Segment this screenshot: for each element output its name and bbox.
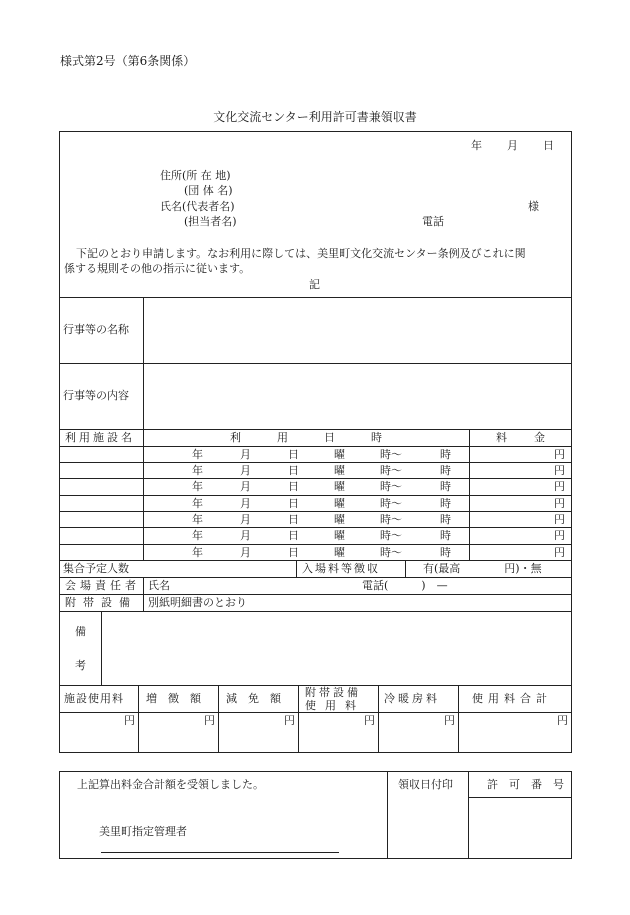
fee-header-facility: 施設使用料 bbox=[64, 692, 124, 705]
person-label: (担当者名) bbox=[184, 215, 237, 228]
receipt-text: 上記算出料金合計額を受領しました。 bbox=[77, 778, 264, 791]
row-time-from: 時〜 bbox=[380, 546, 402, 559]
row-day: 日 bbox=[288, 529, 299, 542]
permit-number-label: 許 可 番 号 bbox=[487, 778, 564, 791]
attendance-label: 集合予定人数 bbox=[63, 562, 129, 575]
date-day: 日 bbox=[543, 139, 554, 152]
row-time-to: 時 bbox=[440, 480, 451, 493]
facility-header: 利用施設名 bbox=[65, 431, 135, 444]
row-time-from: 時〜 bbox=[380, 448, 402, 461]
row-month: 月 bbox=[240, 513, 251, 526]
row-time-to: 時 bbox=[440, 448, 451, 461]
date-month: 月 bbox=[507, 139, 518, 152]
name-label: 氏名(代表者名) bbox=[160, 200, 235, 213]
row-time-to: 時 bbox=[440, 464, 451, 477]
row-year: 年 bbox=[192, 513, 203, 526]
manager-phone-label: 電話( ) — bbox=[362, 579, 448, 592]
row-weekday: 曜 bbox=[334, 546, 345, 559]
row-day: 日 bbox=[288, 464, 299, 477]
row-yen: 円 bbox=[554, 448, 565, 461]
manager-name-label: 氏名 bbox=[148, 579, 170, 592]
datetime-header-3: 日 bbox=[324, 431, 335, 444]
receipt-stamp-label: 領収日付印 bbox=[398, 778, 453, 791]
row-time-to: 時 bbox=[440, 529, 451, 542]
remarks-label-1: 備 bbox=[75, 625, 86, 638]
equipment-value: 別紙明細書のとおり bbox=[148, 596, 247, 609]
fee-header-2: 金 bbox=[534, 431, 545, 444]
fee-yen-total: 円 bbox=[557, 714, 568, 727]
row-yen: 円 bbox=[554, 497, 565, 510]
remarks-label-2: 考 bbox=[75, 659, 86, 672]
fee-yen-aircon: 円 bbox=[444, 714, 455, 727]
fee-yen-equipment: 円 bbox=[364, 714, 375, 727]
fee-header-equipment-1: 附帯設備 bbox=[305, 686, 361, 699]
fee-header-aircon: 冷暖房料 bbox=[384, 692, 440, 705]
row-time-to: 時 bbox=[440, 546, 451, 559]
form-label: 様式第2号（第6条関係） bbox=[60, 54, 196, 68]
row-weekday: 曜 bbox=[334, 448, 345, 461]
row-day: 日 bbox=[288, 480, 299, 493]
row-day: 日 bbox=[288, 448, 299, 461]
row-weekday: 曜 bbox=[334, 513, 345, 526]
manager-label: 会場責任者 bbox=[65, 579, 140, 592]
statement-line2: 係する規則その他の指示に従います。 bbox=[64, 262, 251, 275]
address-label: 住所(所 在 地) bbox=[160, 169, 231, 182]
fee-header-1: 料 bbox=[496, 431, 507, 444]
datetime-header-1: 利 bbox=[230, 431, 241, 444]
row-month: 月 bbox=[240, 448, 251, 461]
fee-header-increase: 増 徴 額 bbox=[146, 692, 201, 705]
row-yen: 円 bbox=[554, 529, 565, 542]
fee-yen-increase: 円 bbox=[204, 714, 215, 727]
row-month: 月 bbox=[240, 546, 251, 559]
row-yen: 円 bbox=[554, 546, 565, 559]
row-yen: 円 bbox=[554, 513, 565, 526]
row-time-from: 時〜 bbox=[380, 464, 402, 477]
fee-header-equipment-2: 使用料 bbox=[305, 699, 365, 712]
fee-header-discount: 減 免 額 bbox=[226, 692, 281, 705]
event-content-label: 行事等の内容 bbox=[63, 389, 129, 402]
group-label: (団 体 名) bbox=[184, 184, 233, 197]
row-time-from: 時〜 bbox=[380, 529, 402, 542]
row-weekday: 曜 bbox=[334, 480, 345, 493]
row-time-to: 時 bbox=[440, 513, 451, 526]
row-month: 月 bbox=[240, 480, 251, 493]
row-time-to: 時 bbox=[440, 497, 451, 510]
row-year: 年 bbox=[192, 448, 203, 461]
sama-label: 様 bbox=[528, 200, 539, 213]
row-time-from: 時〜 bbox=[380, 497, 402, 510]
row-day: 日 bbox=[288, 546, 299, 559]
row-yen: 円 bbox=[554, 480, 565, 493]
event-name-label: 行事等の名称 bbox=[63, 323, 129, 336]
datetime-header-4: 時 bbox=[371, 431, 382, 444]
row-year: 年 bbox=[192, 497, 203, 510]
equipment-label: 附帯設備 bbox=[65, 596, 137, 609]
row-day: 日 bbox=[288, 513, 299, 526]
fee-yen-discount: 円 bbox=[284, 714, 295, 727]
admission-label: 入場料等徴収 bbox=[302, 562, 380, 575]
phone-label: 電話 bbox=[422, 215, 444, 228]
fee-header-total: 使用料合計 bbox=[472, 692, 552, 705]
datetime-header-2: 用 bbox=[277, 431, 288, 444]
admission-value: 有(最高 円)・無 bbox=[423, 562, 542, 575]
row-month: 月 bbox=[240, 464, 251, 477]
row-weekday: 曜 bbox=[334, 464, 345, 477]
row-weekday: 曜 bbox=[334, 497, 345, 510]
row-year: 年 bbox=[192, 480, 203, 493]
date-year: 年 bbox=[471, 139, 482, 152]
statement-line1: 下記のとおり申請します。なお利用に際しては、美里町文化交流センター条例及びこれに関 bbox=[76, 247, 526, 260]
row-year: 年 bbox=[192, 529, 203, 542]
row-yen: 円 bbox=[554, 464, 565, 477]
row-weekday: 曜 bbox=[334, 529, 345, 542]
row-time-from: 時〜 bbox=[380, 480, 402, 493]
fee-yen-facility: 円 bbox=[124, 714, 135, 727]
row-year: 年 bbox=[192, 464, 203, 477]
row-time-from: 時〜 bbox=[380, 513, 402, 526]
row-year: 年 bbox=[192, 546, 203, 559]
row-month: 月 bbox=[240, 497, 251, 510]
row-month: 月 bbox=[240, 529, 251, 542]
ki-label: 記 bbox=[309, 278, 320, 291]
row-day: 日 bbox=[288, 497, 299, 510]
form-title: 文化交流センター利用許可書兼領収書 bbox=[213, 110, 417, 124]
receipt-manager: 美里町指定管理者 bbox=[99, 825, 187, 838]
